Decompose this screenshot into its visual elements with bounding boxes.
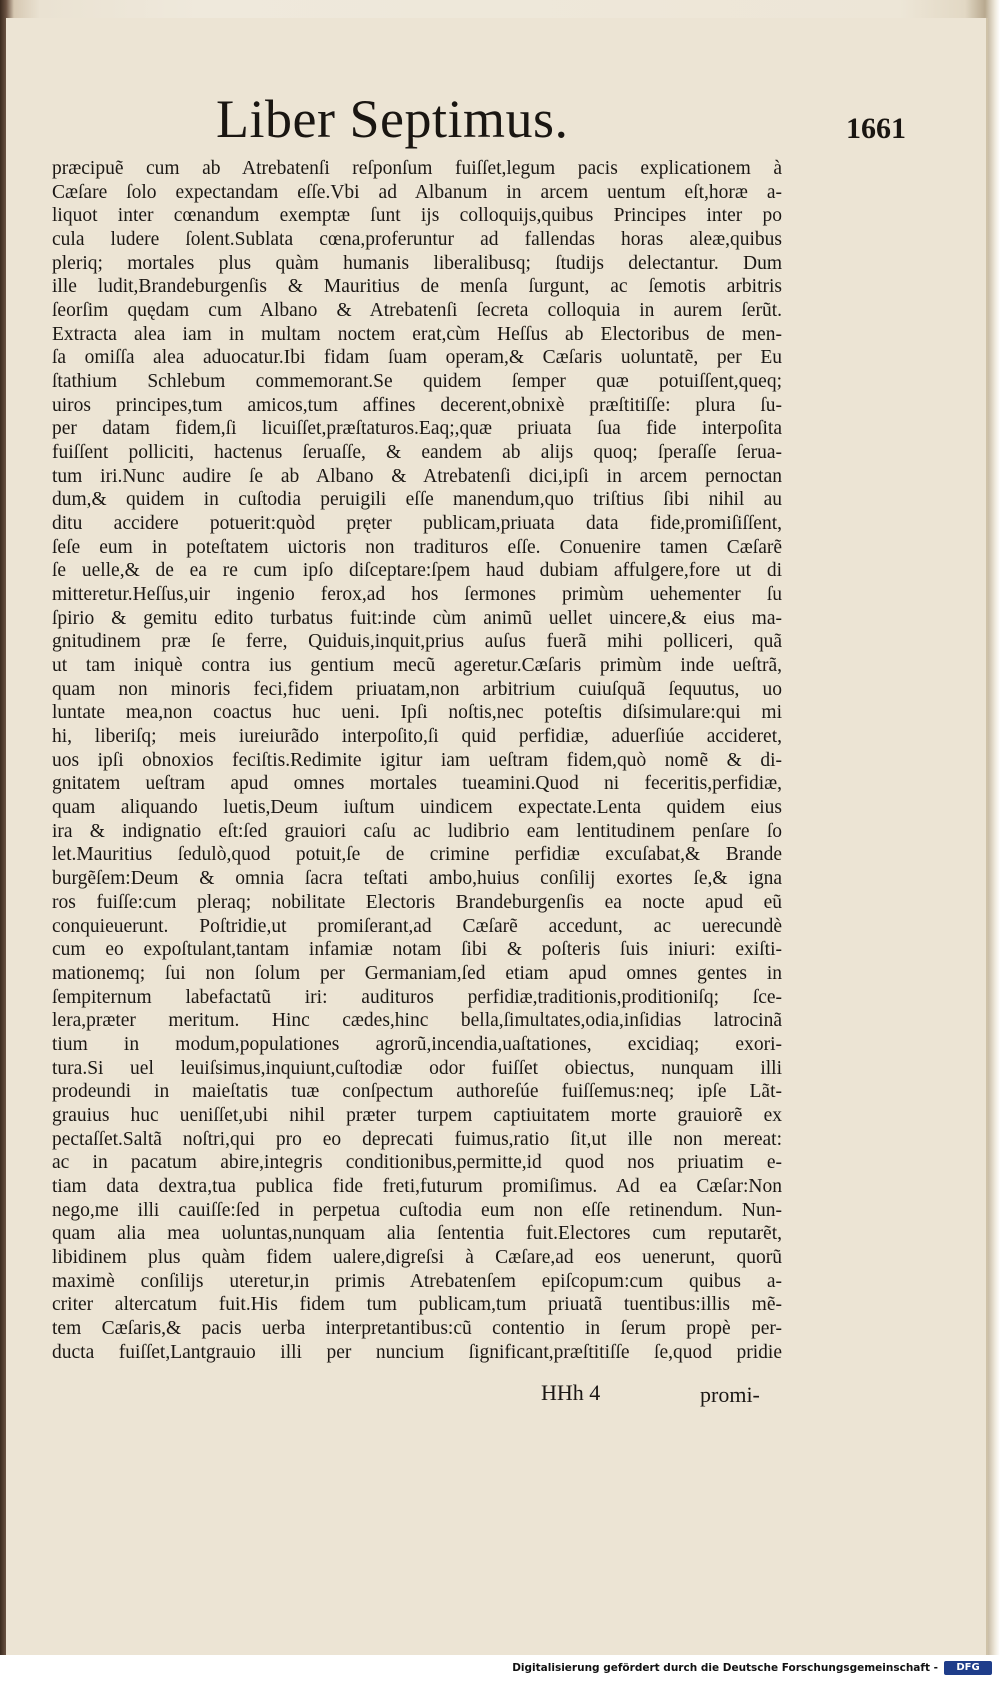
- page-header: [0, 88, 1000, 150]
- running-title: Liber Septimus.: [216, 89, 569, 149]
- signature-mark: HHh 4: [541, 1380, 601, 1405]
- text-line: ut tam iniquè contra ius gentium mecũ ageretur.Cæſaris primùm inde ueſtrã,: [52, 655, 782, 677]
- text-line: dum,& quidem in cuſtodia peruigili eſſe manendum,quo triſtius ſibi nihil au: [52, 489, 782, 511]
- text-line: tium in modum,populationes agrorũ,incendia,uaſtationes, excidiaq; exori-: [52, 1033, 782, 1055]
- text-line: ſeſe eum in poteſtatem uictoris non tradituros eſſe. Conuenire tamen Cæſarẽ: [52, 536, 782, 558]
- text-line: lera,præter meritum. Hinc cædes,hinc bella,ſimultates,odia,inſidias latrocinã: [52, 1010, 782, 1032]
- catchword: promi-: [700, 1382, 760, 1407]
- text-line: luntate mea,non coactus huc ueni. Ipſi noſtis,nec poteſtis diſsimulare:qui mi: [52, 702, 782, 724]
- text-line: fuiſſent polliciti, hactenus ſeruaſſe, & eandem ab alijs quoq; ſperaſſe ſerua-: [52, 442, 782, 464]
- text-line: uos ipſi obnoxios feciſtis.Redimite igitur iam ueſtram fidem,quò nomẽ & di-: [52, 749, 782, 771]
- text-line: quam alia mea uoluntas,nunquam alia ſententia fuit.Electores cum reputarẽt,: [52, 1223, 782, 1245]
- text-line: pleriq; mortales plus quàm humanis liberalibusq; ſtudijs delectantur. Dum: [52, 252, 782, 274]
- text-line: libidinem plus quàm fidem ualere,digreſsi à Cæſare,ad eos uenerunt, quorũ: [52, 1246, 782, 1268]
- text-line: ſtathium Schlebum commemorant.Se quidem ſemper quæ potuiſſent,queq;: [52, 371, 782, 393]
- text-line: nego,me illi cauiſſe:ſed in perpetua cuſtodia eum non eſſe retinendum. Nun-: [52, 1199, 782, 1221]
- text-line: tiam data dextra,tua publica fide freti,futurum promiſimus. Ad ea Cæſar:Non: [52, 1175, 782, 1197]
- text-line: tura.Si uel leuiſsimus,inquiunt,cuſtodiæ odor fuiſſet obiectus, nunquam illi: [52, 1057, 782, 1079]
- text-line: pectaſſet.Saltã noſtri,qui pro eo deprecati fuimus,ratio ſit,ut ille non mereat:: [52, 1128, 782, 1150]
- text-line: cula ludere ſolent.Sublata cœna,proferuntur ad fallendas horas aleæ,quibus: [52, 229, 782, 251]
- main-text-block: [52, 157, 782, 1364]
- text-line: ditu accidere potuerit:quòd pręter publicam,priuata data fide,promiſiſſent,: [52, 513, 782, 535]
- text-line: Cæſare ſolo expectandam eſſe.Vbi ad Albanum in arcem uentum eſt,horæ a-: [52, 181, 782, 203]
- text-line: ducta fuiſſet,Lantgrauio illi per nuncium ſignificant,præſtitiſſe ſe,quod pridie: [52, 1341, 782, 1363]
- text-line: conquieuerunt. Poſtridie,ut promiſerant,ad Cæſarẽ accedunt, ac uerecundè: [52, 915, 782, 937]
- text-line: Extracta alea iam in multam noctem erat,cùm Heſſus ab Electoribus de men-: [52, 323, 782, 345]
- text-line: ille ludit,Brandeburgenſis & Mauritius de menſa ſurgunt, ac ſemotis arbitris: [52, 276, 782, 298]
- text-line: cum eo expoſtulant,tantam infamiæ notam ſibi & poſteris ſuis iniuri: exiſti-: [52, 939, 782, 961]
- text-line: ſempiternum labefactatũ iri: audituros perfidiæ,traditionis,proditioniſq; ſce-: [52, 986, 782, 1008]
- text-line: præcipuẽ cum ab Atrebatenſi reſponſum fuiſſet,legum pacis explicationem à: [52, 158, 782, 179]
- text-line: ſe uelle,& de ea re cum ipſo diſceptare:ſpem haud dubiam affulgere,fore ut di: [52, 560, 782, 582]
- text-line: grauius huc ueniſſet,ubi nihil præter turpem captiuitatem morte grauiorẽ ex: [52, 1104, 782, 1126]
- text-line: liquot inter cœnandum exemptæ ſunt ijs colloquijs,quibus Principes inter po: [52, 205, 782, 227]
- dfg-logo-icon: DFG: [944, 1661, 992, 1675]
- credit-bar: [0, 1655, 1000, 1683]
- text-line: quam aliquando luetis,Deum iuſtum uindicem expectate.Lenta quidem eius: [52, 797, 782, 819]
- text-line: uiros principes,tum amicos,tum affines decerent,obnixè præſtitiſſe: plura ſu-: [52, 394, 782, 416]
- page-number: 1661: [846, 112, 906, 145]
- text-line: hi, liberiſq; meis iureiurãdo interpoſito,ſi quid perfidiæ, aduerſiúe accideret,: [52, 726, 782, 748]
- funding-credit: Digitalisierung gefördert durch die Deutsche Forschungsgemeinschaft -: [512, 1662, 938, 1674]
- text-line: ros fuiſſe:cum pleraq; nobilitate Electoris Brandeburgenſis ea nocte apud eũ: [52, 891, 782, 913]
- text-line: let.Mauritius ſedulò,quod potuit,ſe de crimine perfidiæ excuſabat,& Brande: [52, 844, 782, 866]
- text-line: burgẽſem:Deum & omnia ſacra teſtati ambo,huius conſilij exortes ſe,& igna: [52, 868, 782, 890]
- text-line: ſpirio & gemitu edito turbatus fuit:inde cùm animũ uellet uincere,& eius ma-: [52, 607, 782, 629]
- text-line: ſeorſim quędam cum Albano & Atrebatenſi ſecreta colloquia in aurem ſerũt.: [52, 300, 782, 322]
- text-line: maximè conſilijs uteretur,in primis Atrebatenſem epiſcopum:cum quibus a-: [52, 1270, 782, 1292]
- text-line: ac in pacatum abire,integris conditionibus,permitte,id quod nos priuatim e-: [52, 1152, 782, 1174]
- text-line: mationemq; ſui non ſolum per Germaniam,ſed etiam apud omnes gentes in: [52, 962, 782, 984]
- text-line: quam non minoris feci,fidem priuatam,non arbitrium cuiuſquã ſequutus, uo: [52, 678, 782, 700]
- text-line: gnitatem ueſtram apud omnes mortales tueamini.Quod ni feceritis,perfidiæ,: [52, 773, 782, 795]
- text-line: criter altercatum fuit.His fidem tum publicam,tum priuatã tuentibus:illis mẽ-: [52, 1294, 782, 1316]
- text-line: tum iri.Nunc audire ſe ab Albano & Atrebatenſi dici,ipſi in arcem pernoctan: [52, 465, 782, 487]
- text-line: prodeundi in maieſtatis tuæ conſpectum authoreſúe fuiſſemus:neq; ipſe Lãt-: [52, 1081, 782, 1103]
- text-line: tem Cæſaris,& pacis uerba interpretantibus:cũ contentio in ſerum propè per-: [52, 1317, 782, 1339]
- text-line: gnitudinem præ ſe ferre, Quiduis,inquit,prius auſus fuerã mihi polliceri, quã: [52, 631, 782, 653]
- text-line: per datam fidem,ſi licuiſſet,præſtaturos.Eaq;,quæ priuata ſua fide interpoſita: [52, 418, 782, 440]
- text-line: mitteretur.Heſſus,uir ingenio ferox,ad hos ſermones primùm uehementer ſu: [52, 584, 782, 606]
- text-line: ira & indignatio eſt:ſed grauiori caſu ac ludibrio eam lentitudinem penſare ſo: [52, 820, 782, 842]
- page-footer: [0, 1380, 1000, 1412]
- text-line: ſa omiſſa alea aduocatur.Ibi fidam ſuam operam,& Cæſaris uoluntatẽ, per Eu: [52, 347, 782, 369]
